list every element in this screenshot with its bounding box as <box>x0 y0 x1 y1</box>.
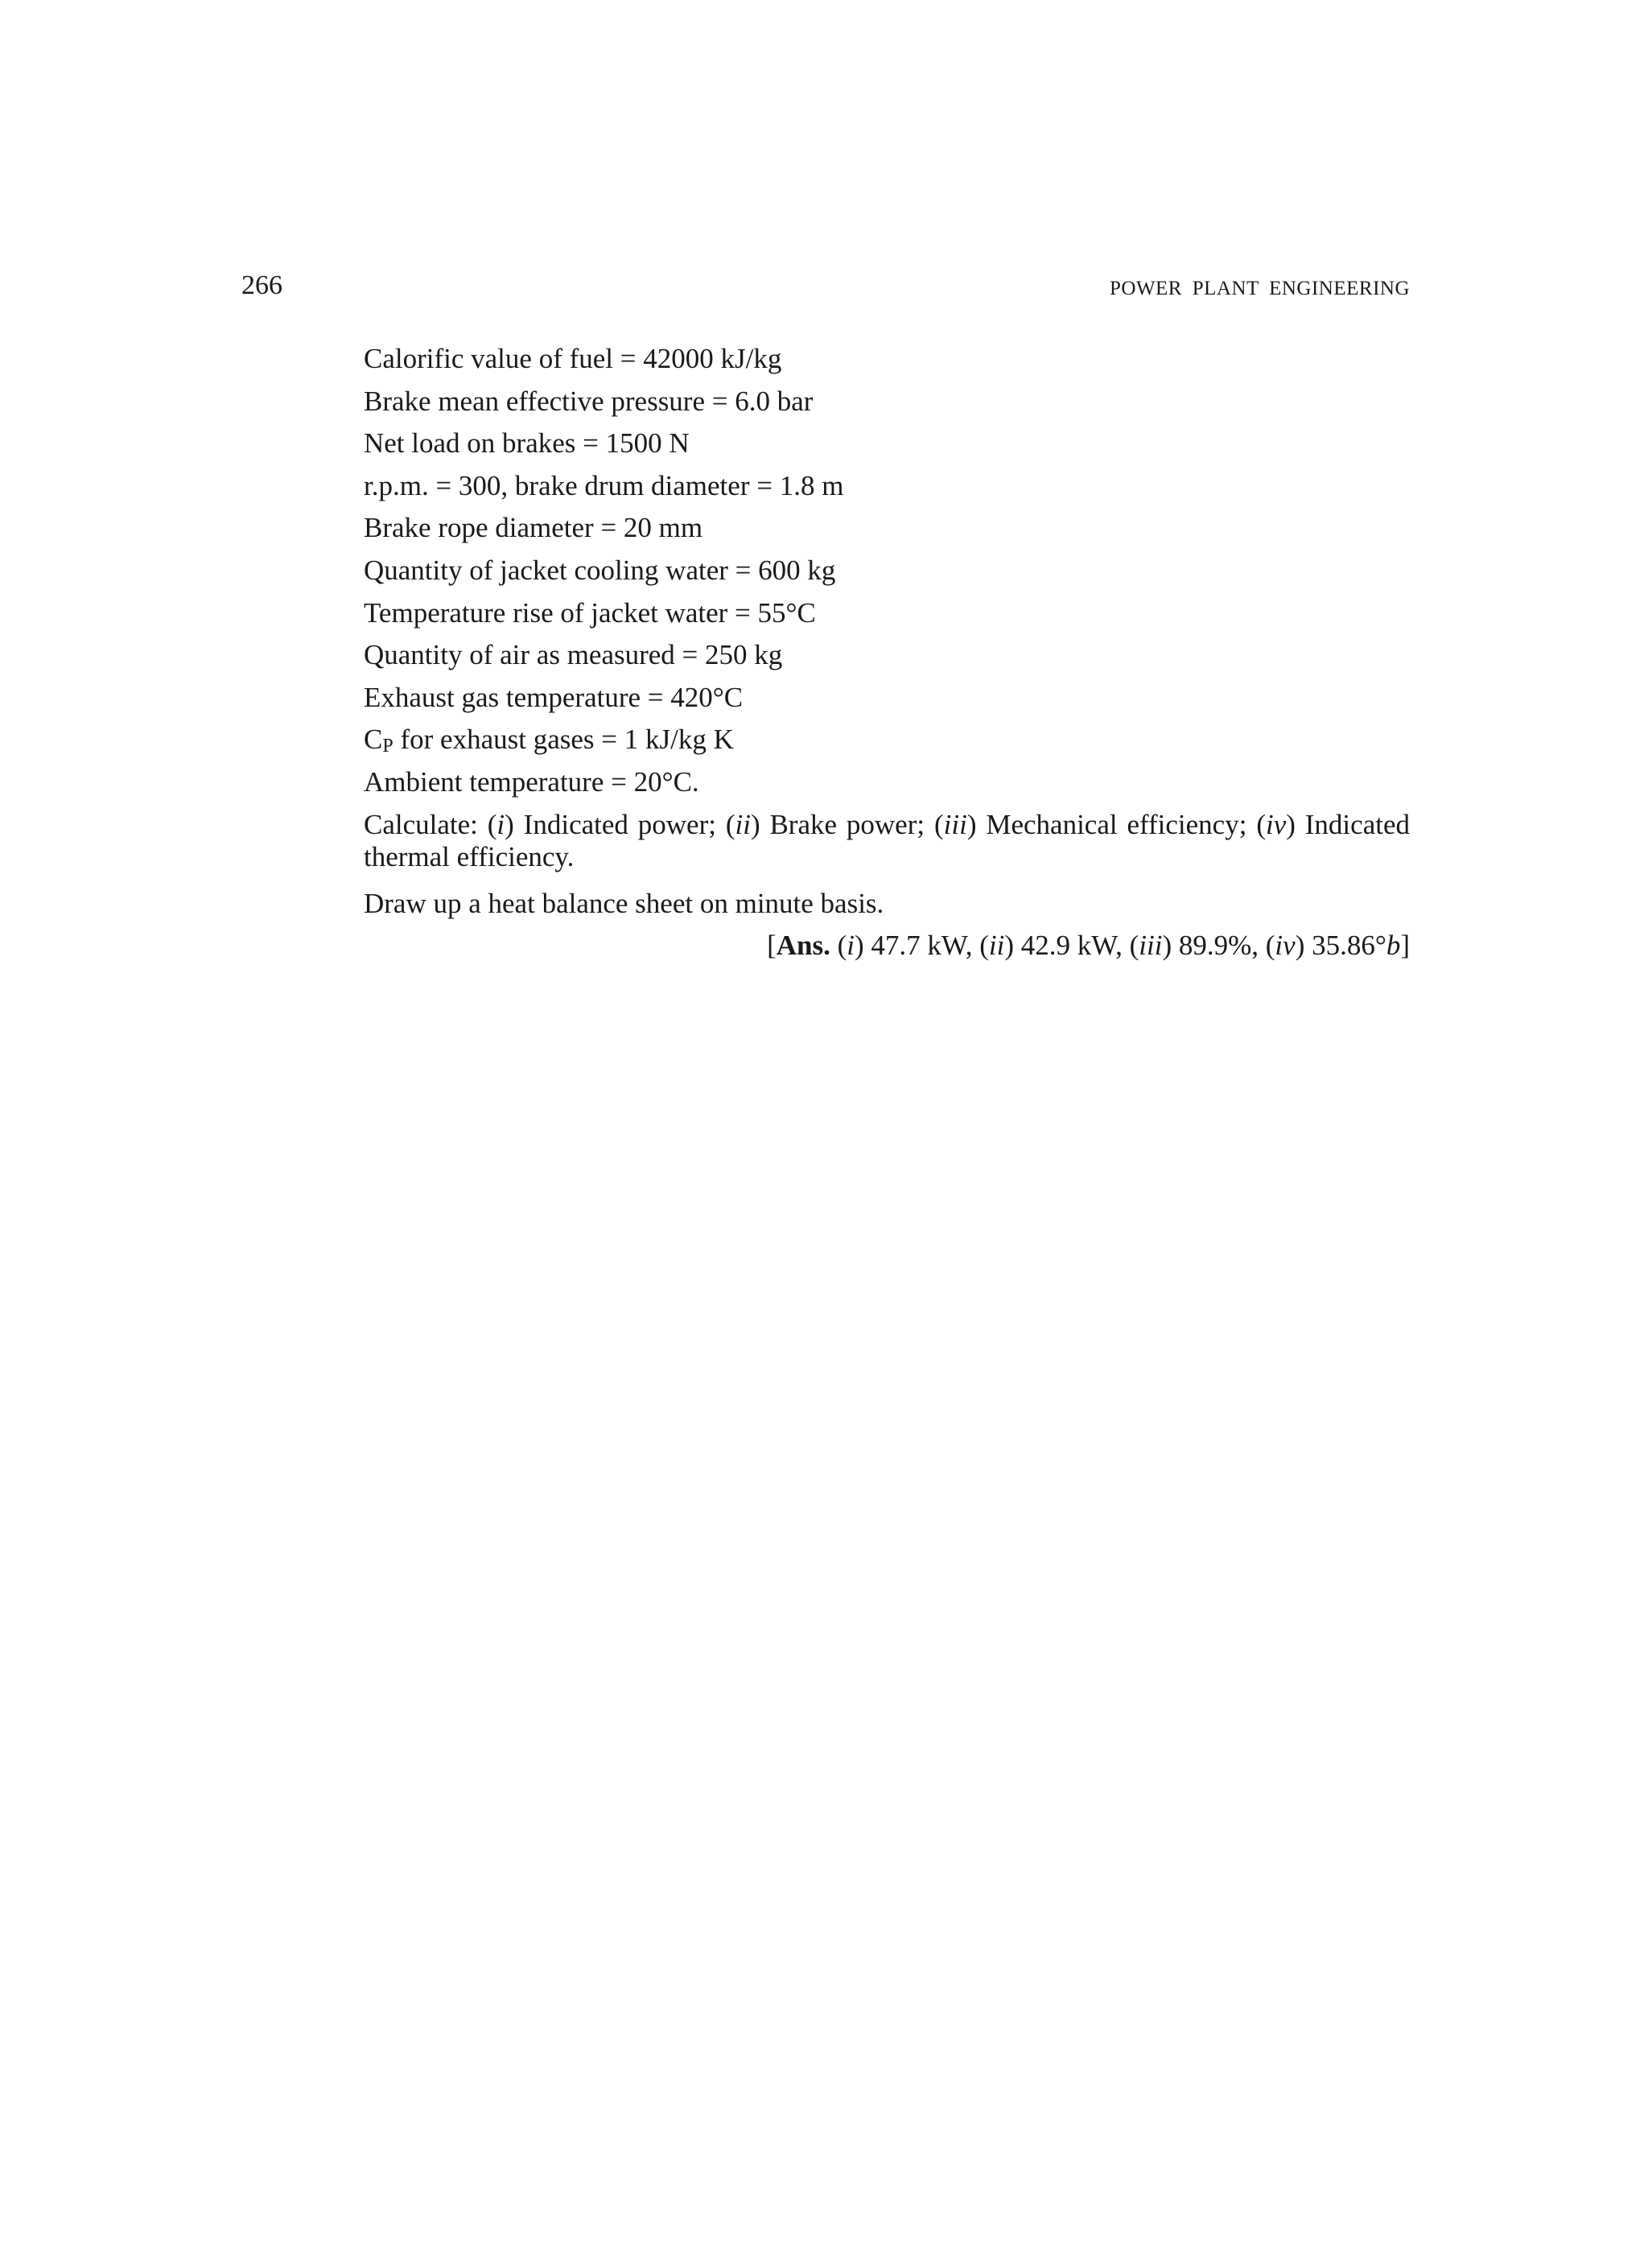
given-line: r.p.m. = 300, brake drum diameter = 1.8 m <box>364 469 844 501</box>
given-line: Temperature rise of jacket water = 55°C <box>364 596 816 629</box>
roman-i: i <box>496 808 505 840</box>
roman-iii: iii <box>1139 930 1163 962</box>
answer-text: ( <box>830 930 847 962</box>
ambient-line: Ambient temperature = 20°C. <box>364 765 699 798</box>
given-line: Quantity of jacket cooling water = 600 kg <box>364 554 836 586</box>
given-line: Quantity of air as measured = 250 kg <box>364 639 783 671</box>
calculate-text: ) Brake power; ( <box>750 808 944 840</box>
answer-value: ) 89.9%, ( <box>1162 930 1275 962</box>
page-number: 266 <box>241 270 282 300</box>
answer-value: ) 42.9 kW, ( <box>1004 930 1139 962</box>
answer-bracket: [ <box>767 930 777 962</box>
cp-text: for exhaust gases = 1 kJ/kg K <box>393 724 734 756</box>
running-head: POWER PLANT ENGINEERING <box>1109 278 1410 299</box>
answer-value: ) 35.86° <box>1295 930 1386 962</box>
roman-iv: iv <box>1265 808 1287 840</box>
roman-iii: iii <box>943 808 967 840</box>
given-line: Exhaust gas temperature = 420°C <box>364 681 744 713</box>
answer-bracket: ] <box>1400 930 1410 962</box>
calculate-text: ) Indicated <box>1286 808 1410 840</box>
calculate-paragraph <box>364 804 1410 873</box>
given-line: Brake mean effective pressure = 6.0 bar <box>364 385 814 417</box>
calculate-text: ) Indicated power; ( <box>505 808 735 840</box>
calculate-line-1 <box>364 809 1410 841</box>
answer-value: ) 47.7 kW, ( <box>855 930 989 962</box>
calculate-text: ) Mechanical efficiency; ( <box>966 808 1266 840</box>
problem-body <box>364 338 1410 967</box>
given-line: Net load on brakes = 1500 N <box>364 427 690 460</box>
cp-symbol: C <box>364 724 383 756</box>
answer-b: b <box>1386 930 1401 962</box>
roman-ii: ii <box>988 930 1005 962</box>
calculate-line-2: thermal efficiency. <box>364 840 575 872</box>
given-line: Calorific value of fuel = 42000 kJ/kg <box>364 343 782 374</box>
roman-iv: iv <box>1275 930 1296 962</box>
answer-label: Ans. <box>776 930 830 962</box>
roman-ii: ii <box>735 808 751 840</box>
roman-i: i <box>847 930 855 962</box>
instruction-line: Draw up a heat balance sheet on minute basis. <box>364 887 884 919</box>
answer-line <box>364 925 1410 967</box>
given-line: Brake rope diameter = 20 mm <box>364 512 703 544</box>
calculate-label: Calculate: ( <box>364 808 497 840</box>
cp-subscript: P <box>382 736 393 757</box>
cp-line <box>364 719 1410 761</box>
